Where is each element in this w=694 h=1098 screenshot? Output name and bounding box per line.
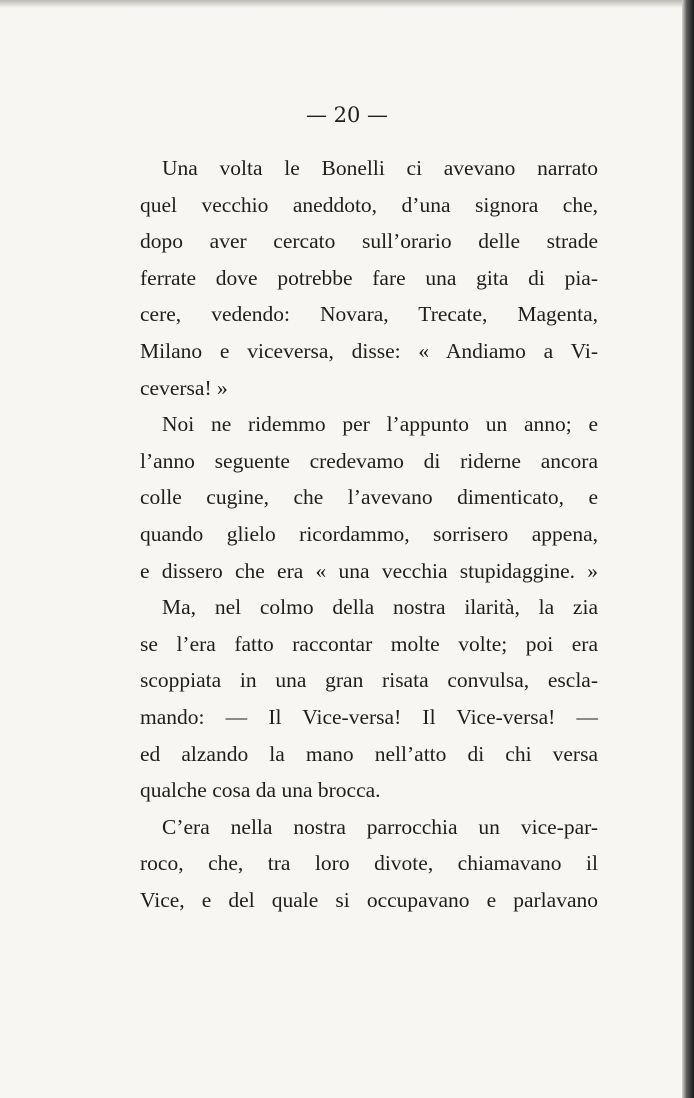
text-line: ceversa! »: [140, 375, 228, 400]
paragraph-3: [140, 589, 598, 809]
text-line: Noi ne ridemmo per l’appunto un anno; e: [162, 412, 598, 437]
paragraph-2: [140, 406, 598, 589]
text-line: Milano e viceversa, disse: « Andiamo a Vi-: [140, 338, 598, 363]
text-line: colle cugine, che l’avevano dimenticato, e: [140, 485, 598, 510]
text-line: roco, che, tra loro divote, chiamavano il: [140, 851, 598, 876]
text-line: Ma, nel colmo della nostra ilarità, la zia: [162, 595, 598, 620]
text-line: Una volta le Bonelli ci avevano narrato: [162, 156, 598, 180]
page-top-shadow: [0, 0, 694, 8]
paragraph-1: [140, 150, 598, 406]
text-line: quando glielo ricordammo, sorrisero appena,: [140, 521, 598, 546]
text-line: ed alzando la mano nell’atto di chi versa: [140, 741, 598, 766]
text-line: C’era nella nostra parrocchia un vice-par-: [162, 814, 598, 839]
text-line: dopo aver cercato sull’orario delle strade: [140, 229, 598, 254]
page-number: — 20 —: [305, 103, 389, 127]
text-line: e dissero che era « una vecchia stupidaggine. »: [140, 558, 598, 583]
text-line: quel vecchio aneddoto, d’una signora che,: [140, 192, 598, 217]
text-line: l’anno seguente credevamo di riderne ancora: [140, 448, 598, 473]
paragraph-4: [140, 809, 598, 919]
text-line: mando: — Il Vice-versa! Il Vice-versa! —: [140, 704, 598, 729]
text-line: qualche cosa da una brocca.: [140, 778, 381, 803]
text-line: cere, vedendo: Novara, Trecate, Magenta,: [140, 302, 598, 327]
page-binding-edge: [682, 0, 694, 1098]
text-line: se l’era fatto raccontar molte volte; poi era: [140, 631, 598, 656]
body-text: [140, 150, 598, 918]
text-line: Vice, e del quale si occupavano e parlavano: [140, 887, 598, 912]
text-line: ferrate dove potrebbe fare una gita di pia-: [140, 265, 598, 290]
text-line: scoppiata in una gran risata convulsa, escla-: [140, 668, 598, 693]
